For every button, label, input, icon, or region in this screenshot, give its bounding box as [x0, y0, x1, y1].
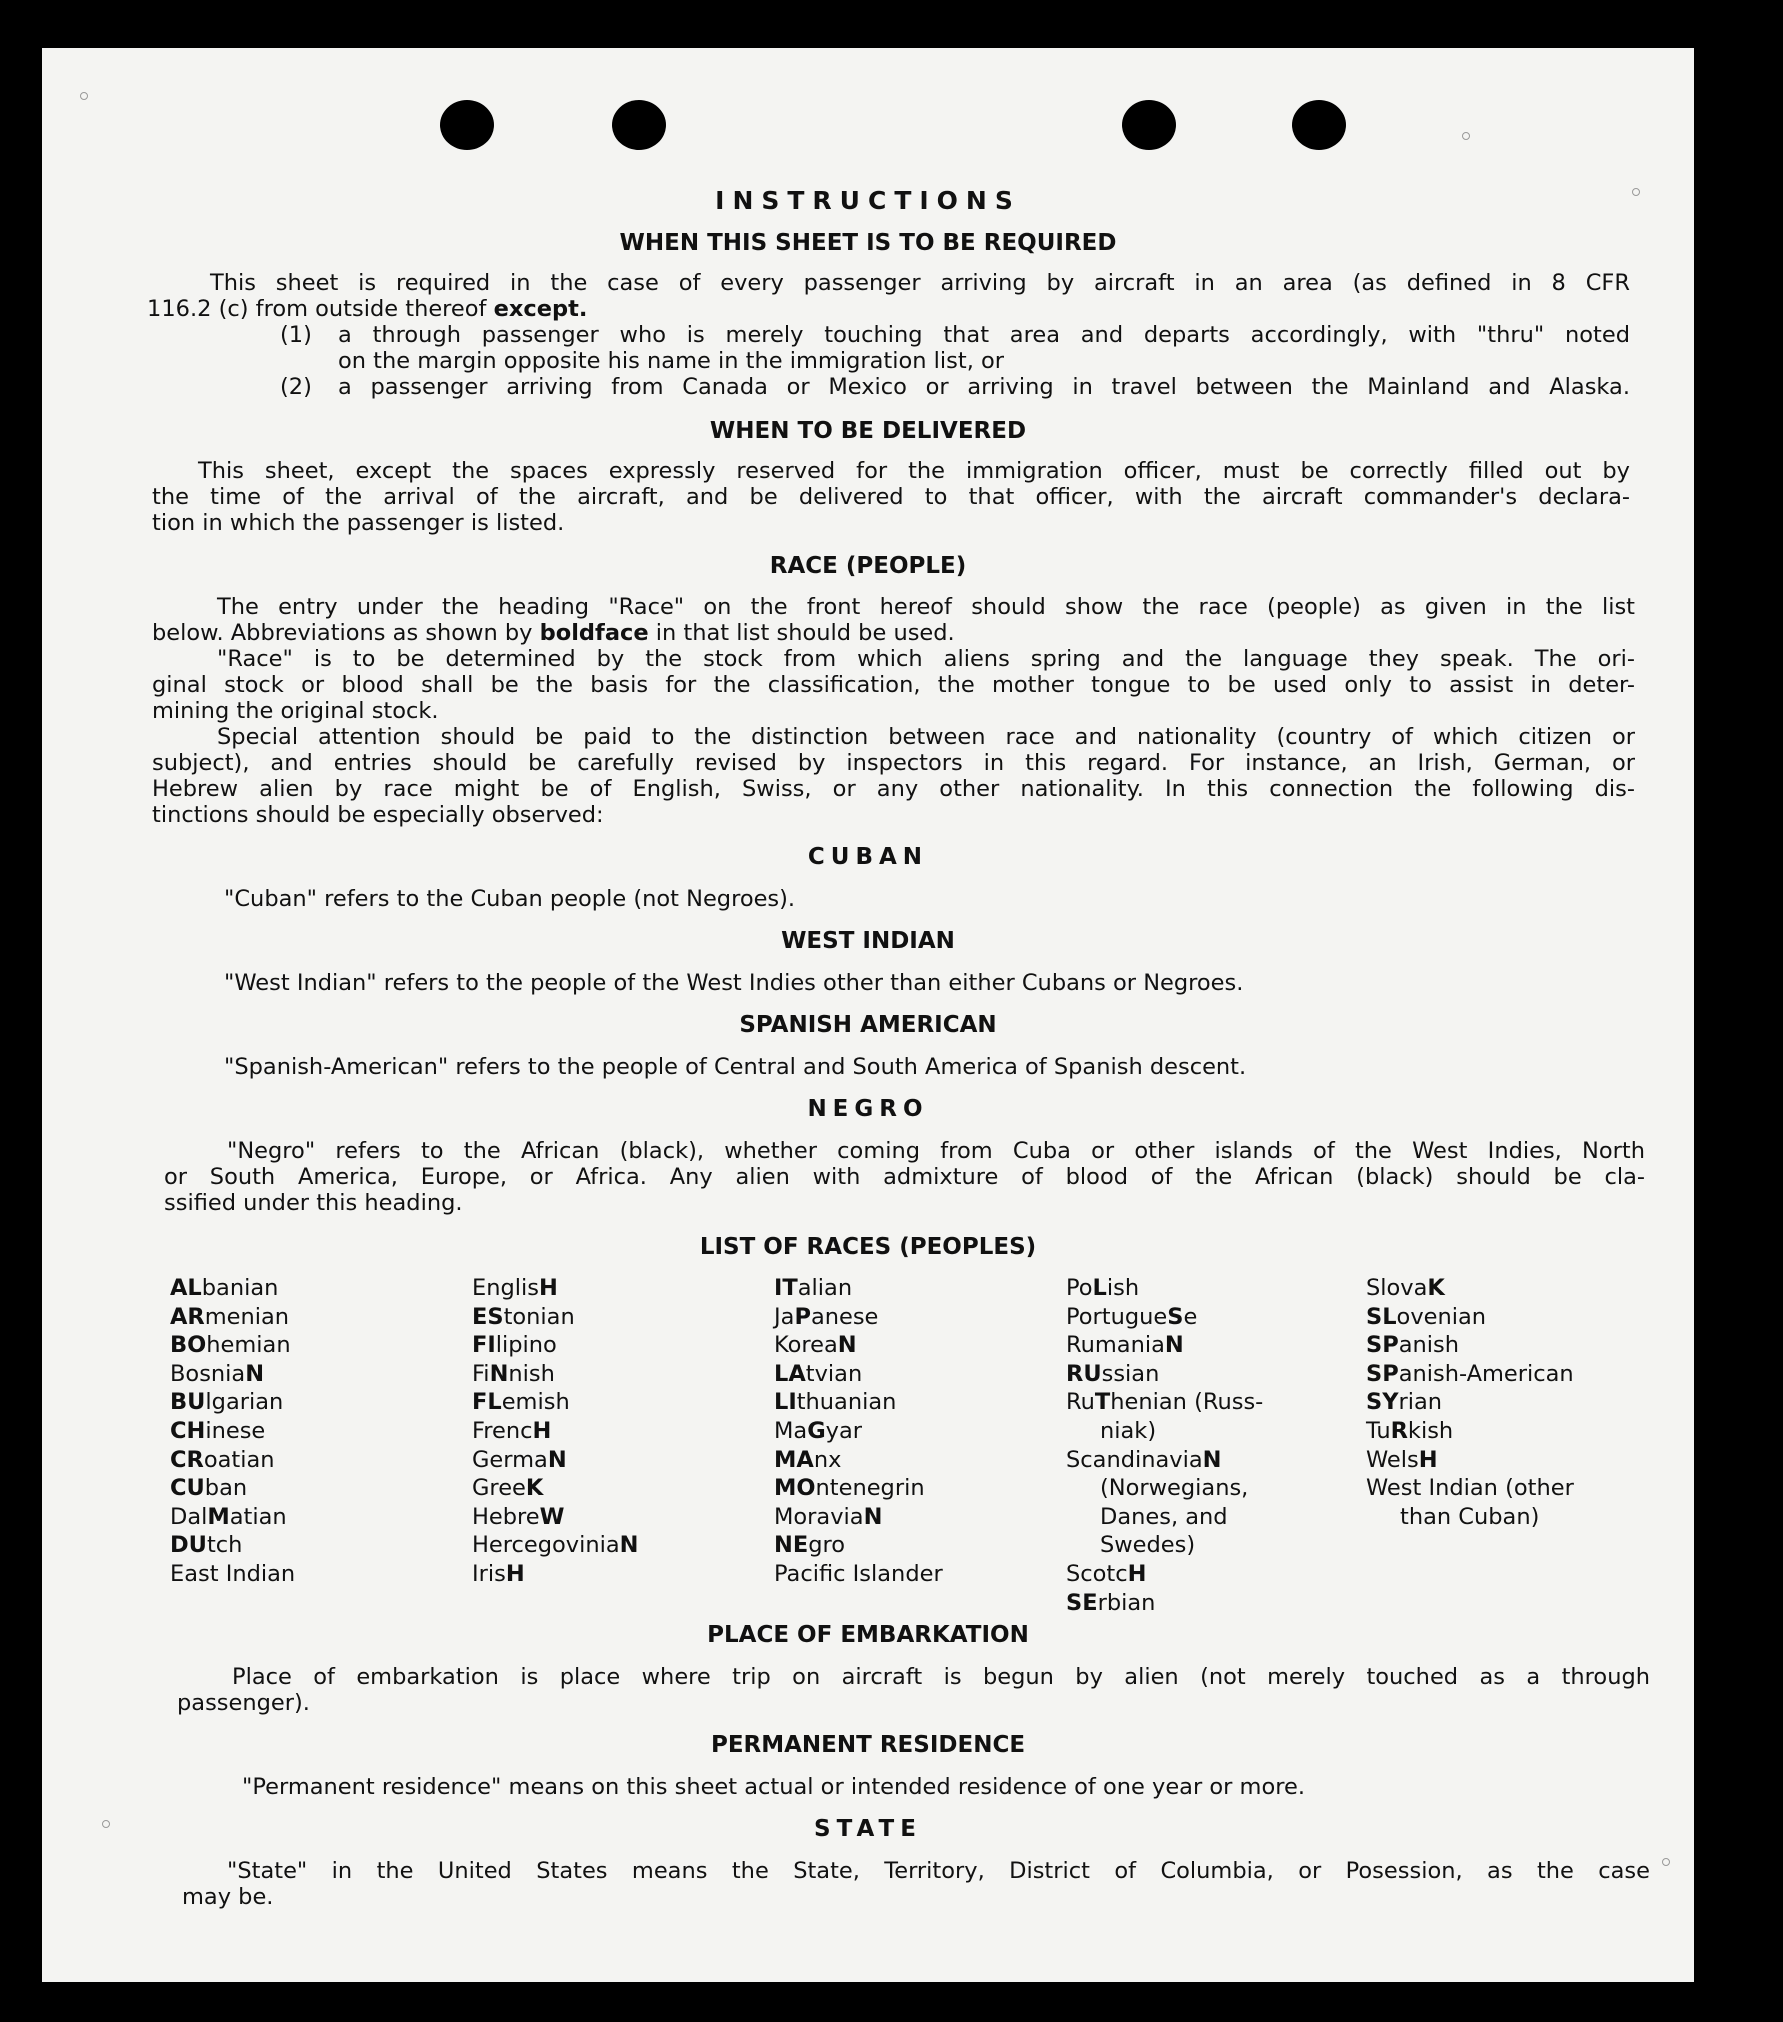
negro-text-line: or South America, Europe, or Africa. Any alien with admixture of blood of the African (black) should be cla-	[164, 1164, 1645, 1190]
race-abbrev: NE	[774, 1532, 809, 1559]
heading-embarkation: PLACE OF EMBARKATION	[707, 1622, 1029, 1648]
race-abbrev: CR	[170, 1446, 204, 1473]
race-abbrev: N	[1202, 1446, 1222, 1473]
race-text-line: "Race" is to be determined by the stock from which aliens spring and the language they speak. The ori-	[217, 646, 1635, 672]
race-name: Englis	[472, 1275, 539, 1301]
delivered-text-line: the time of the arrival of the aircraft, and be delivered to that officer, with the aircraft commander's declara-	[152, 484, 1630, 510]
race-name: yar	[825, 1417, 863, 1444]
race-list-item	[170, 1417, 295, 1446]
race-list-item	[472, 1274, 639, 1303]
race-name: West Indian (other	[1366, 1475, 1574, 1502]
race-list-item	[1066, 1531, 1263, 1560]
race-list-item	[472, 1331, 639, 1360]
race-list-item	[774, 1303, 943, 1332]
race-name: Pacific Islander	[774, 1560, 943, 1587]
race-list-item	[1366, 1360, 1574, 1389]
race-name: ban	[204, 1475, 248, 1502]
heading-negro: NEGRO	[807, 1096, 929, 1122]
delivered-text-line: This sheet, except the spaces expressly reserved for the immigration officer, must be correctly filled out by	[198, 458, 1630, 484]
race-text-line: tinctions should be especially observed:	[152, 802, 604, 828]
race-list-item	[1366, 1503, 1574, 1532]
instruction-sheet	[42, 48, 1694, 1982]
race-name: Swedes)	[1100, 1532, 1196, 1559]
race-list-item	[1366, 1474, 1574, 1503]
race-abbrev: RU	[1066, 1360, 1102, 1387]
punch-hole	[612, 100, 666, 150]
race-abbrev: ES	[472, 1303, 504, 1330]
race-name: Ru	[1066, 1389, 1095, 1416]
race-text-line: mining the original stock.	[152, 698, 439, 724]
heading-list-of-races: LIST OF RACES (PEOPLES)	[699, 1234, 1037, 1260]
race-list-item	[1366, 1417, 1574, 1446]
race-name: menian	[204, 1303, 290, 1330]
race-name: tonian	[503, 1303, 575, 1330]
race-abbrev: G	[807, 1417, 826, 1444]
race-text-line: subject), and entries should be carefully revised by inspectors in this regard. For instance, an Irish, German, or	[152, 750, 1635, 776]
race-name: Gree	[472, 1475, 526, 1502]
race-abbrev: L	[1092, 1275, 1107, 1301]
heading-when-delivered: WHEN TO BE DELIVERED	[709, 418, 1027, 444]
race-abbrev: H	[1127, 1560, 1147, 1587]
race-name: Fi	[472, 1360, 490, 1387]
race-abbrev: SY	[1366, 1389, 1399, 1416]
race-list-item	[774, 1503, 943, 1532]
race-abbrev: K	[1427, 1275, 1445, 1301]
race-abbrev: SP	[1366, 1332, 1399, 1359]
race-name: Iris	[472, 1560, 506, 1587]
race-list-item	[472, 1531, 639, 1560]
punch-hole	[1122, 100, 1176, 150]
race-list-column	[170, 1274, 295, 1589]
race-abbrev: H	[532, 1417, 552, 1444]
race-name: oatian	[203, 1446, 275, 1473]
race-name: Bosnia	[170, 1360, 246, 1387]
heading-spanish-american: SPANISH AMERICAN	[739, 1012, 997, 1038]
race-name: Dal	[170, 1503, 208, 1530]
race-name: Po	[1066, 1275, 1093, 1301]
race-name: than Cuban)	[1400, 1503, 1540, 1530]
race-name: rian	[1398, 1389, 1443, 1416]
race-abbrev: MA	[774, 1446, 814, 1473]
race-list-item	[774, 1446, 943, 1475]
race-abbrev: CH	[170, 1417, 206, 1444]
race-name: tch	[206, 1532, 243, 1559]
race-abbrev: IT	[774, 1275, 798, 1301]
race-name: Germa	[472, 1446, 548, 1473]
cuban-text: "Cuban" refers to the Cuban people (not Negroes).	[224, 886, 796, 912]
race-name: anish-American	[1398, 1360, 1574, 1387]
race-text-line: The entry under the heading "Race" on the front hereof should show the race (people) as given in the list	[217, 594, 1635, 620]
race-list-item	[1066, 1446, 1263, 1475]
race-abbrev: S	[1167, 1303, 1184, 1330]
race-list-item	[774, 1474, 943, 1503]
race-list-item	[1066, 1417, 1263, 1446]
punch-hole	[440, 100, 494, 150]
state-text-line: "State" in the United States means the State, Territory, District of Columbia, or Posession, as the case	[227, 1858, 1650, 1884]
race-list-item	[472, 1303, 639, 1332]
race-abbrev: LI	[774, 1389, 797, 1416]
race-name: e	[1183, 1303, 1198, 1330]
race-list-item	[170, 1388, 295, 1417]
race-abbrev: N	[863, 1503, 883, 1530]
race-list-item	[1366, 1388, 1574, 1417]
race-list-item	[1366, 1274, 1574, 1303]
negro-text-line: ssified under this heading.	[164, 1190, 463, 1216]
race-name: kish	[1407, 1417, 1454, 1444]
race-name: Danes, and	[1100, 1503, 1228, 1530]
race-list-column	[472, 1274, 639, 1589]
race-list-item	[170, 1274, 295, 1303]
race-list-column	[1366, 1274, 1574, 1531]
race-list-item	[170, 1360, 295, 1389]
race-list-item	[170, 1503, 295, 1532]
race-list-item	[1366, 1331, 1574, 1360]
race-name: Korea	[774, 1332, 838, 1359]
race-list-item	[1066, 1560, 1263, 1589]
race-list-item	[774, 1560, 943, 1589]
race-list-item	[774, 1388, 943, 1417]
speck	[80, 92, 88, 100]
race-name: ish	[1106, 1275, 1140, 1301]
race-abbrev: P	[794, 1303, 811, 1330]
punch-hole	[1292, 100, 1346, 150]
race-abbrev: H	[1418, 1446, 1438, 1473]
race-name: (Norwegians,	[1100, 1475, 1249, 1502]
race-name: hemian	[206, 1332, 291, 1359]
race-list-item	[1066, 1589, 1263, 1618]
negro-text-line: "Negro" refers to the African (black), whether coming from Cuba or other islands of the West Indies, North	[227, 1138, 1645, 1164]
race-abbrev: N	[245, 1360, 265, 1387]
race-abbrev: AR	[170, 1303, 205, 1330]
race-abbrev: SP	[1366, 1360, 1399, 1387]
race-list-item	[170, 1560, 295, 1589]
race-name: inese	[205, 1417, 266, 1444]
race-name: gro	[808, 1532, 846, 1559]
race-list-item	[1366, 1303, 1574, 1332]
race-list-item	[472, 1560, 639, 1589]
race-list-item	[170, 1331, 295, 1360]
race-name: Scotc	[1066, 1560, 1128, 1587]
race-list-item	[472, 1474, 639, 1503]
race-name: East Indian	[170, 1560, 296, 1587]
race-abbrev: N	[619, 1532, 639, 1559]
heading-permanent-residence: PERMANENT RESIDENCE	[710, 1732, 1026, 1758]
race-abbrev: FL	[472, 1389, 502, 1416]
race-text-line: Special attention should be paid to the distinction between race and nationality (country of which citizen or	[217, 724, 1635, 750]
race-name: anish	[1398, 1332, 1459, 1359]
speck	[1462, 132, 1470, 140]
item-text-line: on the margin opposite his name in the immigration list, or	[338, 348, 1005, 374]
race-abbrev: R	[1390, 1417, 1408, 1444]
race-name: Scandinavia	[1066, 1446, 1203, 1473]
race-list-item	[774, 1360, 943, 1389]
heading-when-required: WHEN THIS SHEET IS TO BE REQUIRED	[619, 230, 1117, 256]
race-abbrev: SL	[1366, 1303, 1397, 1330]
race-list-item	[472, 1388, 639, 1417]
race-abbrev: LA	[774, 1360, 806, 1387]
race-list-item	[1066, 1503, 1263, 1532]
race-abbrev: T	[1094, 1389, 1111, 1416]
residence-text: "Permanent residence" means on this sheet actual or intended residence of one year or more.	[242, 1774, 1305, 1800]
race-abbrev: DU	[170, 1532, 207, 1559]
race-abbrev: H	[538, 1275, 558, 1301]
race-name: emish	[501, 1389, 570, 1416]
race-name: atian	[229, 1503, 287, 1530]
race-name: alian	[797, 1275, 853, 1301]
race-list-item	[1066, 1274, 1263, 1303]
heading-cuban: CUBAN	[807, 844, 929, 870]
race-name: Rumania	[1066, 1332, 1165, 1359]
race-abbrev: K	[525, 1475, 544, 1502]
race-abbrev: MO	[774, 1475, 816, 1502]
race-name: ntenegrin	[815, 1475, 925, 1502]
item-text-line: a passenger arriving from Canada or Mexico or arriving in travel between the Mainland and Alaska.	[338, 374, 1630, 400]
race-list-item	[472, 1503, 639, 1532]
race-text-line: ginal stock or blood shall be the basis for the classification, the mother tongue to be used only to assist in deter-	[152, 672, 1635, 698]
race-list-item	[472, 1446, 639, 1475]
item-number: (1)	[280, 322, 312, 348]
race-text-line: below. Abbreviations as shown by boldface in that list should be used.	[152, 620, 955, 646]
race-name: Tu	[1366, 1417, 1391, 1444]
item-number: (2)	[280, 374, 312, 400]
race-name: banian	[201, 1275, 279, 1301]
delivered-text-line: tion in which the passenger is listed.	[152, 510, 565, 536]
race-name: niak)	[1100, 1417, 1157, 1444]
required-text-line: 116.2 (c) from outside thereof except.	[147, 296, 588, 322]
race-name: Ja	[774, 1303, 795, 1330]
race-list-column	[774, 1274, 943, 1589]
race-list-item	[1066, 1388, 1263, 1417]
race-name: thuanian	[796, 1389, 897, 1416]
race-name: Hercegovinia	[472, 1532, 620, 1559]
race-list-item	[774, 1274, 943, 1303]
except-emphasis: except.	[493, 296, 588, 322]
race-abbrev: M	[207, 1503, 230, 1530]
race-list-item	[774, 1531, 943, 1560]
race-name: Moravia	[774, 1503, 864, 1530]
race-abbrev: BO	[170, 1332, 207, 1359]
race-list-item	[774, 1331, 943, 1360]
race-name: Wels	[1366, 1446, 1419, 1473]
race-list-item	[170, 1474, 295, 1503]
race-list-item	[170, 1531, 295, 1560]
race-name: nish	[508, 1360, 555, 1387]
race-list-item	[1066, 1474, 1263, 1503]
race-name: anese	[810, 1303, 879, 1330]
page-title: INSTRUCTIONS	[715, 186, 1021, 215]
race-list-item	[170, 1446, 295, 1475]
race-abbrev: AL	[170, 1275, 202, 1301]
race-abbrev: CU	[170, 1475, 205, 1502]
race-name: tvian	[805, 1360, 863, 1387]
embarkation-text-line: Place of embarkation is place where trip on aircraft is begun by alien (not merely touched as a through	[232, 1664, 1650, 1690]
race-name: ssian	[1101, 1360, 1160, 1387]
required-text-line: This sheet is required in the case of every passenger arriving by aircraft in an area (as defined in 8 CFR	[210, 270, 1630, 296]
race-list-item	[472, 1417, 639, 1446]
race-abbrev: W	[539, 1503, 565, 1530]
race-abbrev: H	[505, 1560, 525, 1587]
race-abbrev: N	[1164, 1332, 1184, 1359]
race-name: Portugue	[1066, 1303, 1168, 1330]
race-name: Frenc	[472, 1417, 533, 1444]
race-list-item	[1066, 1331, 1263, 1360]
race-name: Hebre	[472, 1503, 540, 1530]
race-list-item	[472, 1360, 639, 1389]
race-list-item	[1366, 1446, 1574, 1475]
spanish-american-text: "Spanish-American" refers to the people of Central and South America of Spanish descent.	[224, 1054, 1247, 1080]
race-abbrev: SE	[1066, 1589, 1098, 1616]
race-abbrev: FI	[472, 1332, 496, 1359]
race-list-item	[170, 1303, 295, 1332]
west-indian-text: "West Indian" refers to the people of the West Indies other than either Cubans or Negroes.	[224, 970, 1244, 996]
race-list-item	[1066, 1303, 1263, 1332]
embarkation-text-line: passenger).	[177, 1690, 310, 1716]
race-list-column	[1066, 1274, 1263, 1617]
race-name: henian (Russ-	[1110, 1389, 1264, 1416]
race-name: lipino	[495, 1332, 557, 1359]
race-text-line: Hebrew alien by race might be of English, Swiss, or any other nationality. In this connection the following dis-	[152, 776, 1635, 802]
race-name: lgarian	[205, 1389, 284, 1416]
race-name: nx	[813, 1446, 842, 1473]
boldface-emphasis: boldface	[539, 620, 649, 646]
heading-state: STATE	[814, 1816, 922, 1842]
race-list-item	[774, 1417, 943, 1446]
race-abbrev: N	[837, 1332, 857, 1359]
race-name: rbian	[1097, 1589, 1156, 1616]
speck	[1662, 1858, 1670, 1866]
race-name: Slova	[1366, 1275, 1428, 1301]
race-abbrev: BU	[170, 1389, 206, 1416]
race-name: Ma	[774, 1417, 808, 1444]
race-abbrev: N	[547, 1446, 567, 1473]
heading-west-indian: WEST INDIAN	[781, 928, 955, 954]
item-text-line: a through passenger who is merely touching that area and departs accordingly, with "thru" noted	[338, 322, 1630, 348]
state-text-line: may be.	[182, 1884, 274, 1910]
race-abbrev: N	[489, 1360, 509, 1387]
race-name: ovenian	[1396, 1303, 1487, 1330]
race-list-item	[1066, 1360, 1263, 1389]
heading-race: RACE (PEOPLE)	[769, 553, 967, 579]
